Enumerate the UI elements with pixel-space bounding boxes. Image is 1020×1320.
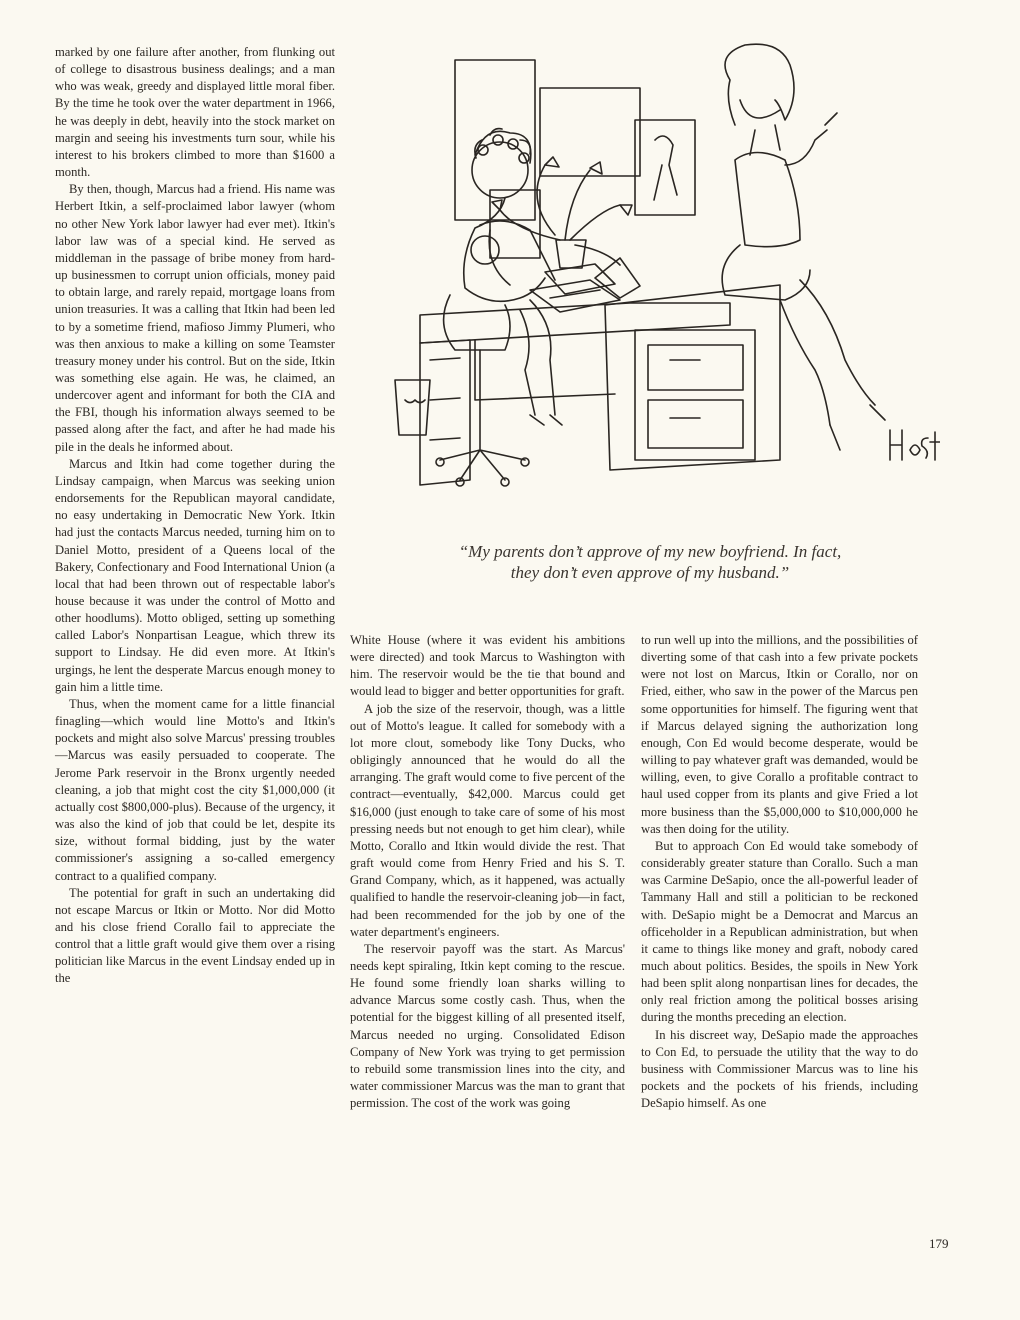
- cartoon-illustration: [380, 40, 940, 540]
- caption-line: they don’t even approve of my husband.”: [510, 563, 790, 582]
- caption-line: “My parents don’t approve of my new boyfriend. In fact,: [458, 542, 842, 561]
- paragraph: The potential for graft in such an undertaking did not escape Marcus or Itkin or Motto. Nor did Motto and his close friend Corallo fail to appreciate the control that a little graft would give them over a rising politician like Marcus in the event Lindsay ended up in the: [55, 885, 335, 986]
- paragraph: By then, though, Marcus had a friend. His name was Herbert Itkin, a self-proclaimed labor lawyer (whom no other New York labor lawyer had ever met). Itkin's labor law was of a special kind. He served as middleman in the passage of bribe money from hard-up businessmen to corrupt union officials, money paid to obtain large, and rarely repaid, mortgage loans from union treasuries. It was a calling that Itkin had been led to by a sometime friend, mafioso Jimmy Plumeri, who was then anxious to make a killing on some Teamster treasury money under his control. But on the side, Itkin was something else again. He was, he claimed, an undercover agent and informant for both the CIA and the FBI, though his information always seemed to be passed along after the fact, and after he had made his pile in the deals he informed about.: [55, 182, 335, 454]
- text-column-middle: [350, 632, 625, 1112]
- paragraph: But to approach Con Ed would take somebody of considerably greater stature than Corallo. Such a man was Carmine DeSapio, once the all-powerful leader of Tammany Hall and still a politician to be reckoned with. DeSapio might be a Democrat and Marcus an officeholder in a Republican administration, but when it came to things like money and graft, nobody cared much about politics. Besides, the spoils in New York had been split along nonpartisan lines for decades, the only real friction among the political bosses arising during the months preceding an election.: [641, 838, 918, 1025]
- paragraph: Marcus and Itkin had come together during the Lindsay campaign, when Marcus was seeking union endorsements for the Republican mayoral candidate, no easy undertaking in Democratic New York. Itkin had just the contacts Marcus needed, turning him on to Daniel Motto, president of a Queens local of the Bakery, Confectionary and Food International Union (a local that had been thrown out of respectable labor's house because it was under the control of Motto and other hoodlums). Motto obliged, setting up something called Labor's Nonpartisan League, which threw its support to Lindsay. He did even more. At Itkin's urgings, he lent the desperate Marcus enough money to gain him a little time.: [55, 456, 335, 694]
- cartoon-caption: [360, 541, 940, 583]
- page-number: 179: [929, 1236, 949, 1251]
- paragraph: White House (where it was evident his ambitions were directed) and took Marcus to Washington with him. The reservoir would be the tie that bound and would lead to bigger and better opportunities for graft.: [350, 633, 625, 699]
- paragraph: The reservoir payoff was the start. As Marcus' needs kept spiraling, Itkin kept coming to the rescue. He found some friendly loan sharks willing to advance Marcus some costly cash. Thus, when the potential for the biggest killing of all presented itself, Marcus needed no urging. Consolidated Edison Company of New York was trying to get permission to rebuild some transmission lines into the city, and water commissioner Marcus was the man to grant that permission. The cost of the work was going: [350, 941, 625, 1111]
- paragraph: Thus, when the moment came for a little financial finagling—which would line Motto's and Itkin's pockets and might also solve Marcus' pressing troubles—Marcus was easily persuaded to cooperate. The Jerome Park reservoir in the Bronx urgently needed cleaning, a job that might cost the city $1,000,000 (it actually cost $800,000-plus). Because of the urgency, it was also the kind of job that could be let, despite its size, without formal bidding, just by the water commissioner's assigning a so-called emergency contract to a qualified company.: [55, 696, 335, 883]
- paragraph: In his discreet way, DeSapio made the approaches to Con Ed, to persuade the utility that the way to do business with Commissioner Marcus was to line his pockets and the pockets of his friends, including DeSapio himself. As one: [641, 1027, 918, 1111]
- paragraph: marked by one failure after another, from flunking out of college to disastrous business dealings; and a man who was weak, greedy and displayed little moral fiber. By the time he took over the water department in 1966, he was deeply in debt, heavily into the stock market on margin and seeing his investments turn sour, while his interest to his brokers climbed to more than $1600 a month.: [55, 45, 335, 180]
- text-column-left: [55, 44, 335, 988]
- text-column-right: [641, 632, 918, 1112]
- paragraph: to run well up into the millions, and the possibilities of diverting some of that cash into a few private pockets were not lost on Marcus, Itkin or Corallo, nor on Fried, either, who saw in the power of the Marcus pen some opportunities for himself. The figuring went that if Marcus delayed signing the authorization long enough, Con Ed would become desperate, would be willing to pay whatever graft was demanded, would be willing, even, to give Corallo a profitable contract to haul used copper from its plants and give Fried a lot more business than the $5,000,000 to $10,000,000 he was then doing for the utility.: [641, 633, 918, 836]
- paragraph: A job the size of the reservoir, though, was a little out of Motto's league. It called for somebody with a lot more clout, somebody like Tony Ducks, who obligingly announced that he would do all the arranging. The graft would come to five percent of the contract—eventually, $42,000. Marcus could get $16,000 (just enough to take care of some of his most pressing needs but not enough to get him clear), while Motto, Corallo and Itkin would divide the rest. That graft would come from Henry Fried and his S. T. Grand Company, which, as it happened, was actually qualified to handle the reservoir-cleaning job—in fact, had been recommended for the job by one of the water department's engineers.: [350, 701, 625, 939]
